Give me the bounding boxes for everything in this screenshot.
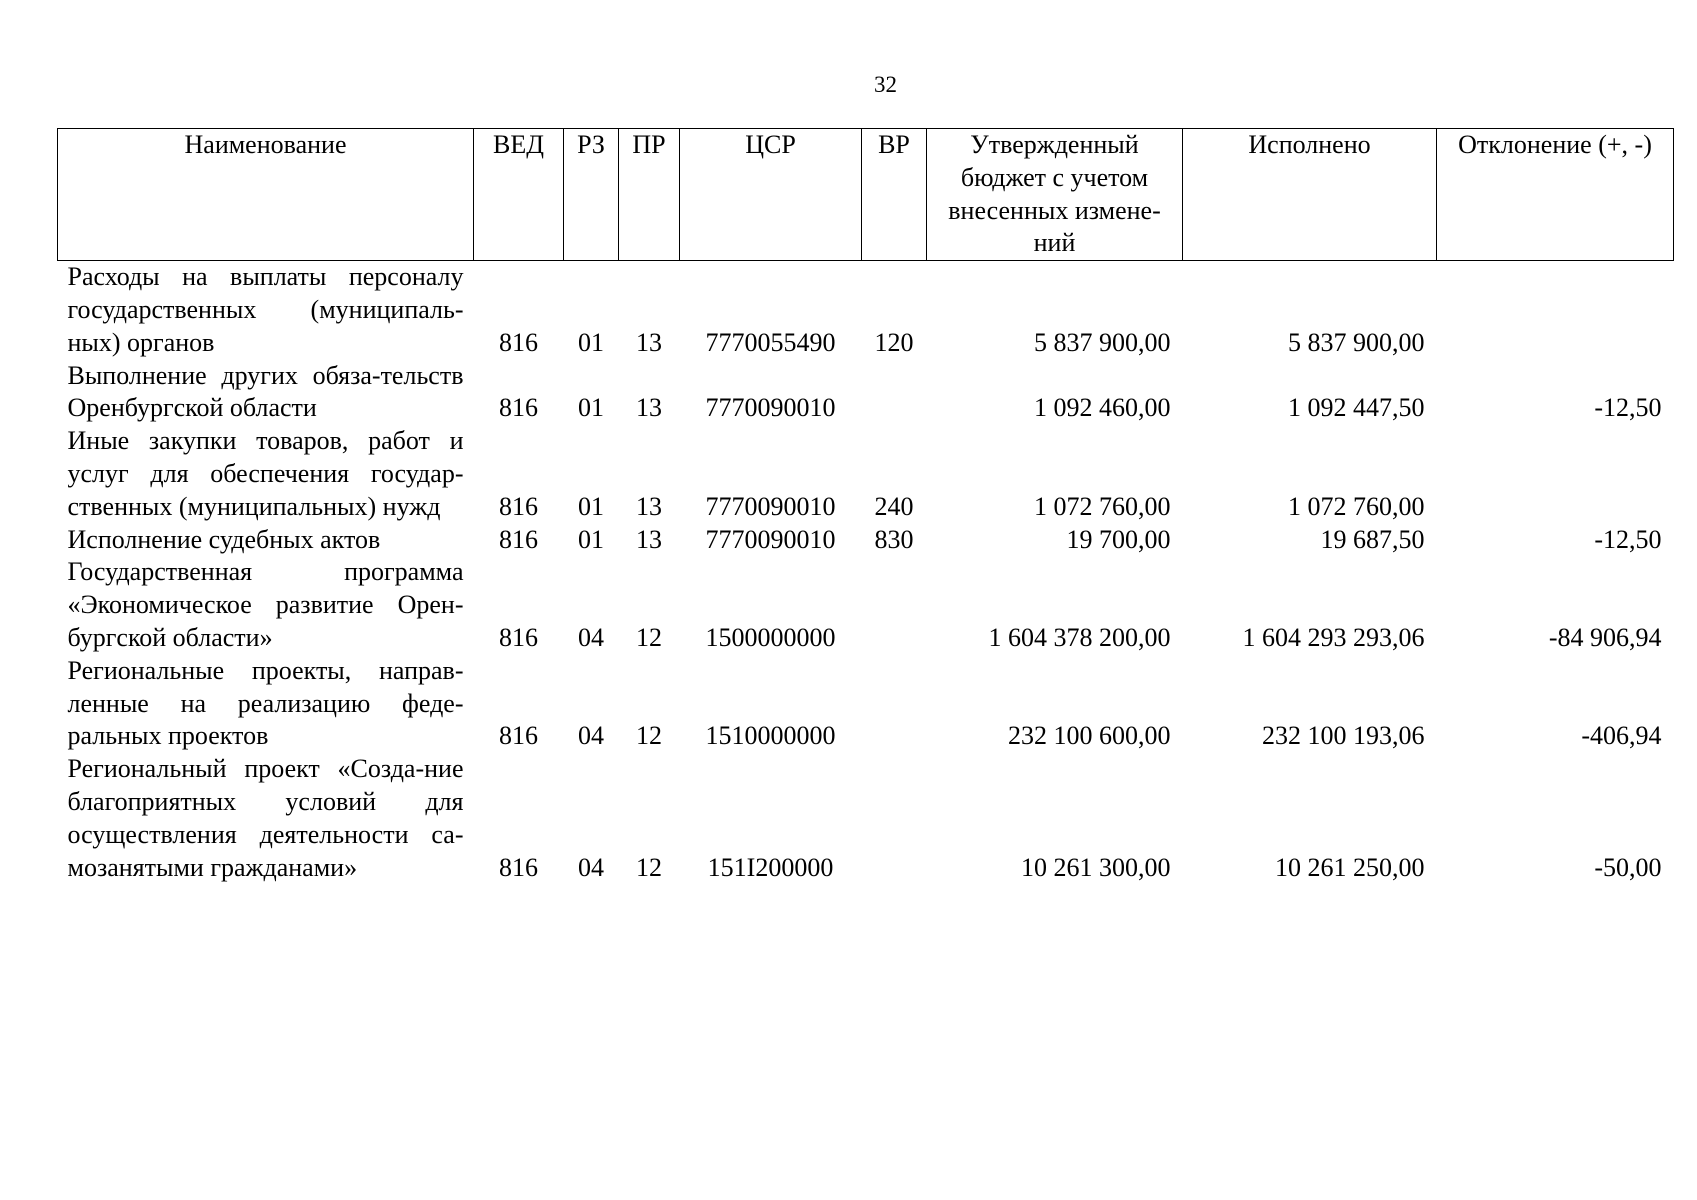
row-ved: 816 xyxy=(499,393,538,423)
row-csr: 7770055490 xyxy=(705,327,836,357)
row-rz: 04 xyxy=(578,721,604,751)
row-ved: 816 xyxy=(499,721,538,751)
page-number: 32 xyxy=(874,72,897,97)
row-pr: 13 xyxy=(636,327,662,357)
table-row xyxy=(58,425,1674,523)
row-executed: 1 072 760,00 xyxy=(1288,491,1425,521)
header-ved: ВЕД xyxy=(474,129,564,261)
row-deviation: -84 906,94 xyxy=(1548,622,1662,652)
row-ved: 816 xyxy=(499,327,538,357)
row-executed: 5 837 900,00 xyxy=(1288,327,1425,357)
row-deviation: -406,94 xyxy=(1581,721,1662,751)
row-name: Региональный проект «Созда-ние благоприятных условий для осуществления деятельности са-мозанятыми гражданами» xyxy=(67,754,464,882)
row-vr xyxy=(862,753,927,884)
row-name: Исполнение судебных актов xyxy=(67,524,381,554)
table-header xyxy=(58,129,1674,261)
row-pr: 12 xyxy=(636,852,662,882)
row-name: Иные закупки товаров, работ и услуг для обеспечения государ-ственных (муниципальных) нужд xyxy=(67,426,464,521)
header-csr: ЦСР xyxy=(680,129,862,261)
row-rz: 04 xyxy=(578,852,604,882)
row-name: Государственная программа «Экономическое развитие Орен-бургской области» xyxy=(67,557,464,652)
row-deviation xyxy=(1437,425,1674,523)
row-csr: 151I200000 xyxy=(707,852,834,882)
row-vr xyxy=(862,360,927,426)
row-approved: 19 700,00 xyxy=(1066,524,1171,554)
row-rz: 01 xyxy=(578,524,604,554)
row-ved: 816 xyxy=(499,491,538,521)
header-vr: ВР xyxy=(862,129,927,261)
header-pr: ПР xyxy=(619,129,680,261)
row-name: Выполнение других обяза-тельств Оренбургской области xyxy=(67,360,464,423)
row-vr: 830 xyxy=(874,524,914,554)
row-rz: 01 xyxy=(578,393,604,423)
row-name: Региональные проекты, направ-ленные на реализацию феде-ральных проектов xyxy=(67,655,464,751)
row-executed: 1 604 293 293,06 xyxy=(1242,622,1425,652)
row-rz: 04 xyxy=(578,622,604,652)
row-approved: 1 092 460,00 xyxy=(1034,393,1171,423)
header-approved-budget: Утвержденный бюджет с учетом внесенных измене-ний xyxy=(927,129,1183,261)
row-approved: 10 261 300,00 xyxy=(1021,852,1171,882)
row-approved: 1 604 378 200,00 xyxy=(988,622,1171,652)
row-vr: 240 xyxy=(874,491,914,521)
row-pr: 13 xyxy=(636,491,662,521)
row-csr: 1510000000 xyxy=(705,721,836,751)
header-name: Наименование xyxy=(58,129,474,261)
table-body xyxy=(58,261,1674,885)
row-vr xyxy=(862,655,927,753)
table-row xyxy=(58,655,1674,753)
row-ved: 816 xyxy=(499,622,538,652)
budget-execution-table xyxy=(57,128,1674,884)
row-rz: 01 xyxy=(578,327,604,357)
row-csr: 7770090010 xyxy=(705,491,836,521)
row-approved: 232 100 600,00 xyxy=(1008,721,1171,751)
table-row xyxy=(58,261,1674,360)
row-executed: 1 092 447,50 xyxy=(1288,393,1425,423)
row-deviation: -50,00 xyxy=(1594,852,1662,882)
row-pr: 13 xyxy=(636,524,662,554)
row-ved: 816 xyxy=(499,852,538,882)
row-executed: 19 687,50 xyxy=(1320,524,1425,554)
row-pr: 12 xyxy=(636,721,662,751)
row-vr: 120 xyxy=(874,327,914,357)
row-approved: 1 072 760,00 xyxy=(1034,491,1171,521)
row-pr: 13 xyxy=(636,393,662,423)
header-deviation: Отклонение (+, -) xyxy=(1437,129,1674,261)
row-deviation xyxy=(1437,261,1674,360)
row-pr: 12 xyxy=(636,622,662,652)
row-csr: 1500000000 xyxy=(705,622,836,652)
header-row xyxy=(58,129,1674,261)
row-executed: 10 261 250,00 xyxy=(1275,852,1425,882)
row-deviation: -12,50 xyxy=(1594,393,1662,423)
header-executed: Исполнено xyxy=(1183,129,1437,261)
table-row xyxy=(58,524,1674,557)
table-row xyxy=(58,753,1674,884)
row-name: Расходы на выплаты персоналу государственных (муниципаль-ных) органов xyxy=(67,262,464,357)
row-approved: 5 837 900,00 xyxy=(1034,327,1171,357)
row-vr xyxy=(862,556,927,654)
row-executed: 232 100 193,06 xyxy=(1262,721,1425,751)
row-csr: 7770090010 xyxy=(705,524,836,554)
header-rz: РЗ xyxy=(564,129,619,261)
row-deviation: -12,50 xyxy=(1594,524,1662,554)
row-rz: 01 xyxy=(578,491,604,521)
table-row xyxy=(58,556,1674,654)
table-row xyxy=(58,360,1674,426)
row-csr: 7770090010 xyxy=(705,393,836,423)
row-ved: 816 xyxy=(499,524,538,554)
